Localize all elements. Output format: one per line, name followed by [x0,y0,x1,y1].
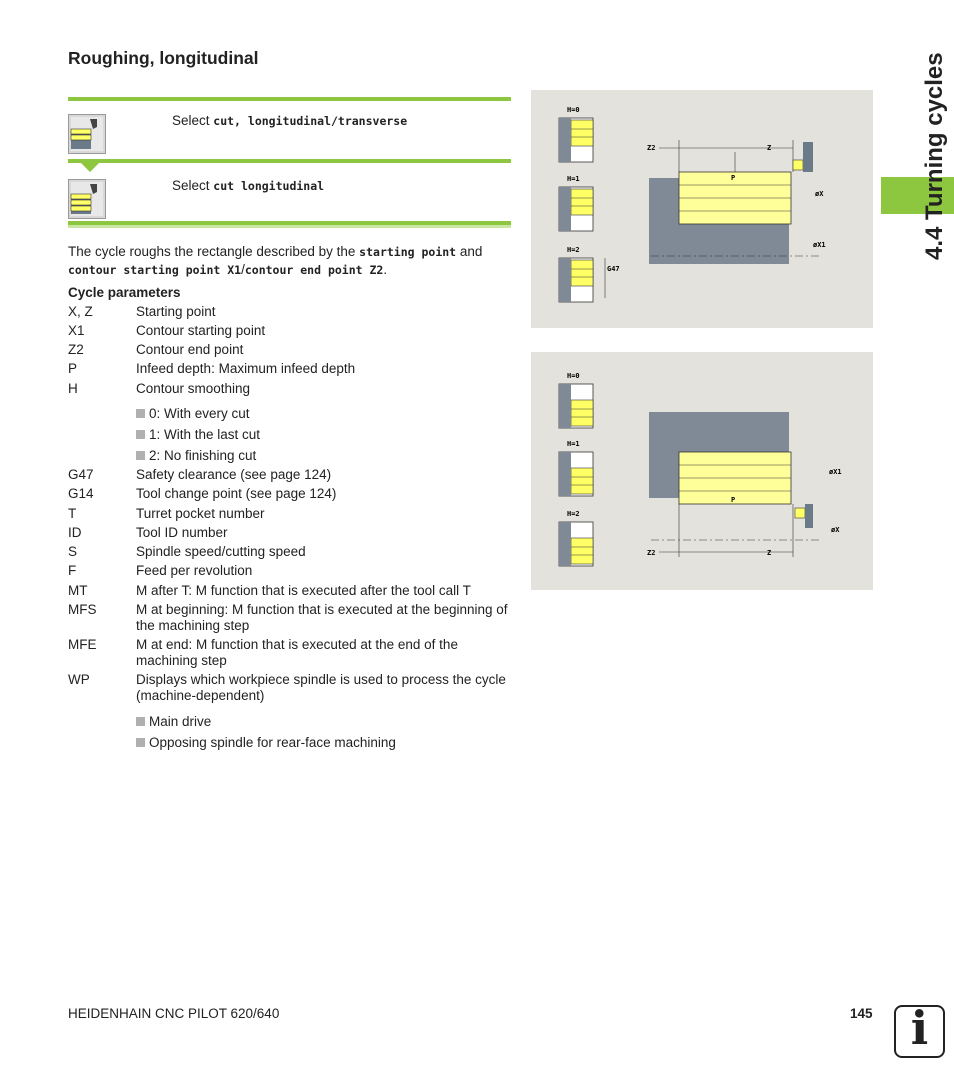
cut-longitudinal-transverse-softkey-icon [68,114,106,154]
intro-code: contour starting point X1 [68,263,242,277]
z2-label: Z2 [647,549,656,557]
h1-label: H=1 [567,440,580,448]
h1-label: H=1 [567,175,580,183]
tool-holder-icon [803,142,813,172]
param-desc: Contour end point [136,342,244,357]
softkey-select-text: Select [172,113,214,128]
param-desc: M at beginning: M function that is executed at the beginning of the machining step [136,602,508,633]
bullet-icon [136,717,145,726]
wp-option [136,714,511,730]
h2-label: H=2 [567,246,580,254]
intro-code: starting point [359,245,457,259]
h-option [136,427,511,443]
h-option-text: 2: No finishing cut [149,448,257,463]
h0-label: H=0 [567,372,580,380]
x1-label: øX1 [829,468,842,476]
param-desc: Safety clearance (see page 124) [136,467,332,482]
x1-label: øX1 [813,241,826,249]
z2-label: Z2 [647,144,656,152]
softkey-row-1-text [172,113,407,128]
page-number: 145 [850,1006,873,1021]
param-label: F [68,563,77,578]
param-label: MT [68,583,88,598]
param-desc: Displays which workpiece spindle is used to process the cycle (machine-dependent) [136,672,506,703]
cycle-parameters-heading: Cycle parameters [68,285,181,300]
param-label: MFS [68,602,97,617]
intro-text: . [383,262,388,277]
param-desc: Contour starting point [136,323,266,338]
p-label: P [731,174,736,182]
param-label: WP [68,672,90,687]
softkey-code: cut, longitudinal/transverse [213,114,408,128]
param-label: X1 [68,323,85,338]
g47-label: G47 [607,265,620,273]
figure-roughing-external [531,90,873,328]
info-icon [894,1001,945,1058]
z-label: Z [767,549,772,557]
h2-label: H=2 [567,510,580,518]
param-label: MFE [68,637,97,652]
bullet-icon [136,430,145,439]
x-label: øX [815,190,824,198]
x-label: øX [831,526,840,534]
section-title: Roughing, longitudinal [68,48,259,68]
param-label: ID [68,525,82,540]
tool-insert-icon [793,160,803,170]
param-desc: M after T: M function that is executed after the tool call T [136,583,471,598]
figure-roughing-internal [531,352,873,590]
param-label: Z2 [68,342,84,357]
cut-longitudinal-softkey-icon [68,179,106,219]
param-desc: Starting point [136,304,216,319]
chapter-label-text: 4.4 Turning cycles [921,52,948,260]
softkey-select-text: Select [172,178,214,193]
p-label: P [731,496,736,504]
param-label: H [68,381,78,396]
arrow-down-icon [80,162,100,172]
intro-text: The cycle roughs the rectangle described by the [68,244,360,259]
h-option-text: 0: With every cut [149,406,250,421]
h-option [136,448,511,464]
wp-option [136,735,511,751]
param-desc: Feed per revolution [136,563,253,578]
table-mid-rule [68,159,511,163]
info-glyph: i [910,1001,929,1055]
param-desc: Contour smoothing [136,381,251,396]
intro-paragraph [68,243,513,279]
footer-manual-title: HEIDENHAIN CNC PILOT 620/640 [68,1006,280,1021]
param-desc: Turret pocket number [136,506,265,521]
intro-text: / [241,262,245,277]
h-option-text: 1: With the last cut [149,427,261,442]
wp-option-text: Opposing spindle for rear-face machining [149,735,396,750]
bullet-icon [136,451,145,460]
param-label: G14 [68,486,94,501]
intro-code: contour end point Z2 [244,263,384,277]
table-bottom-rule-shadow [68,225,511,228]
param-desc: Spindle speed/cutting speed [136,544,306,559]
h0-label: H=0 [567,106,580,114]
chapter-label [898,50,954,270]
param-label: X, Z [68,304,93,319]
bullet-icon [136,738,145,747]
param-label: G47 [68,467,94,482]
intro-text: and [456,244,483,259]
param-label: S [68,544,78,559]
h-option [136,406,511,422]
table-top-rule [68,97,511,101]
param-desc: Infeed depth: Maximum infeed depth [136,361,356,376]
tool-holder-icon [805,504,813,528]
wp-option-text: Main drive [149,714,212,729]
softkey-code: cut longitudinal [213,179,325,193]
softkey-row-2-text [172,178,324,193]
param-label: P [68,361,78,376]
param-desc: Tool change point (see page 124) [136,486,337,501]
tool-insert-icon [795,508,805,518]
param-label: T [68,506,77,521]
bullet-icon [136,409,145,418]
param-desc: M at end: M function that is executed at the end of the machining step [136,637,458,668]
param-desc: Tool ID number [136,525,228,540]
z-label: Z [767,144,772,152]
